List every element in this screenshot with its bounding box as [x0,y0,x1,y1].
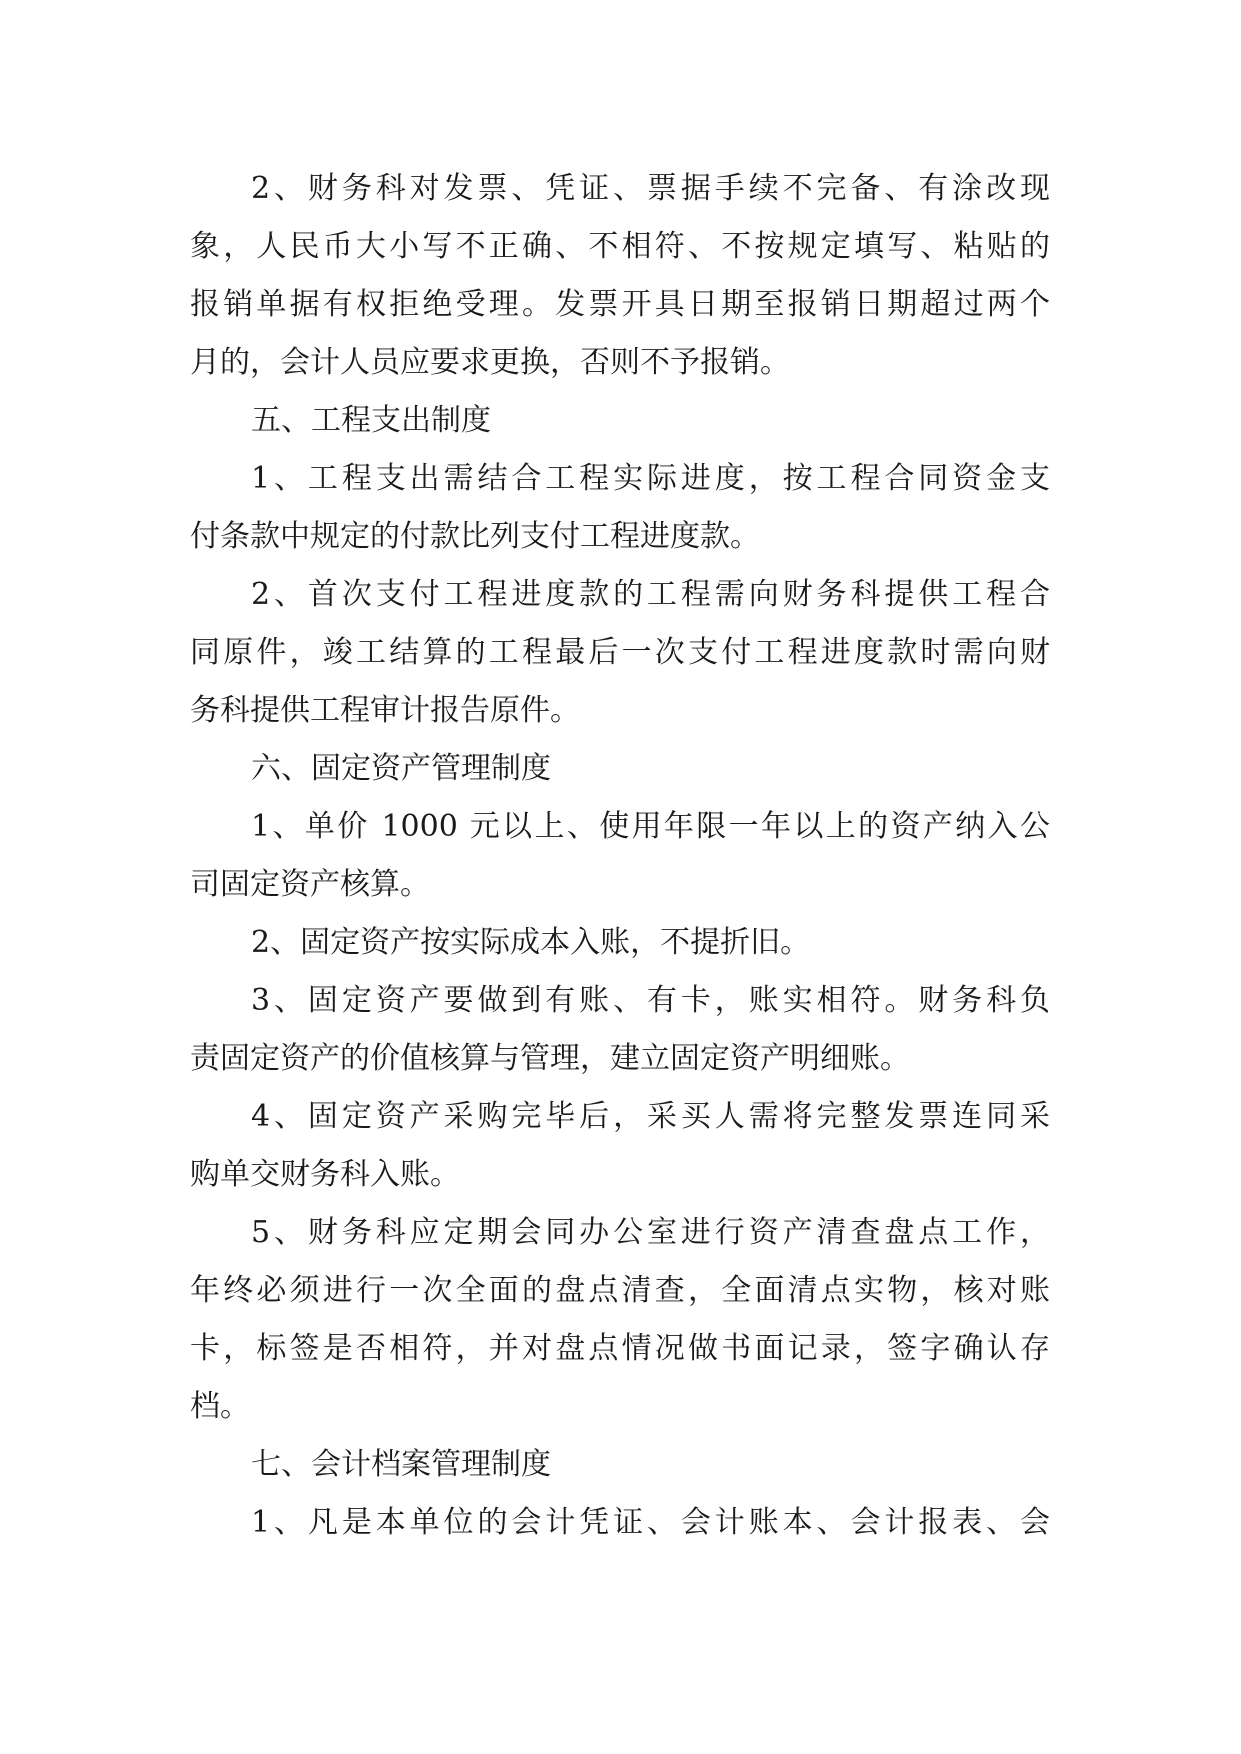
paragraph-line: 2、首次支付工程进度款的工程需向财务科提供工程合 [251,577,1050,612]
paragraph-line: 责固定资产的价值核算与管理，建立固定资产明细账。 [190,1041,910,1076]
paragraph-line: 司固定资产核算。 [190,867,430,902]
document-body [190,160,1050,1552]
paragraph-line: 同原件，竣工结算的工程最后一次支付工程进度款时需向财 [190,635,1050,670]
section-heading: 五、工程支出制度 [251,403,491,438]
paragraph-line: 档。 [190,1389,250,1424]
section-heading: 六、固定资产管理制度 [251,751,551,786]
paragraph-line: 月的，会计人员应要求更换，否则不予报销。 [190,345,790,380]
paragraph-line: 2、固定资产按实际成本入账，不提折旧。 [251,925,811,960]
paragraph-line: 1、单价 1000 元以上、使用年限一年以上的资产纳入公 [251,809,1050,844]
paragraph-line: 务科提供工程审计报告原件。 [190,693,580,728]
paragraph-line: 2、财务科对发票、凭证、票据手续不完备、有涂改现 [251,171,1050,206]
paragraph-line: 5、财务科应定期会同办公室进行资产清查盘点工作， [251,1215,1050,1250]
paragraph-line: 付条款中规定的付款比列支付工程进度款。 [190,519,760,554]
section-heading: 七、会计档案管理制度 [251,1447,551,1482]
paragraph-line: 象，人民币大小写不正确、不相符、不按规定填写、粘贴的 [190,229,1050,264]
paragraph-line: 报销单据有权拒绝受理。发票开具日期至报销日期超过两个 [190,287,1050,322]
paragraph-line: 购单交财务科入账。 [190,1157,460,1192]
paragraph-line: 1、凡是本单位的会计凭证、会计账本、会计报表、会 [251,1505,1050,1540]
paragraph-line: 1、工程支出需结合工程实际进度，按工程合同资金支 [251,461,1050,496]
paragraph-line: 3、固定资产要做到有账、有卡，账实相符。财务科负 [251,983,1050,1018]
paragraph-line: 卡，标签是否相符，并对盘点情况做书面记录，签字确认存 [190,1331,1050,1366]
paragraph-line: 年终必须进行一次全面的盘点清查，全面清点实物，核对账 [190,1273,1050,1308]
paragraph-line: 4、固定资产采购完毕后，采买人需将完整发票连同采 [251,1099,1050,1134]
